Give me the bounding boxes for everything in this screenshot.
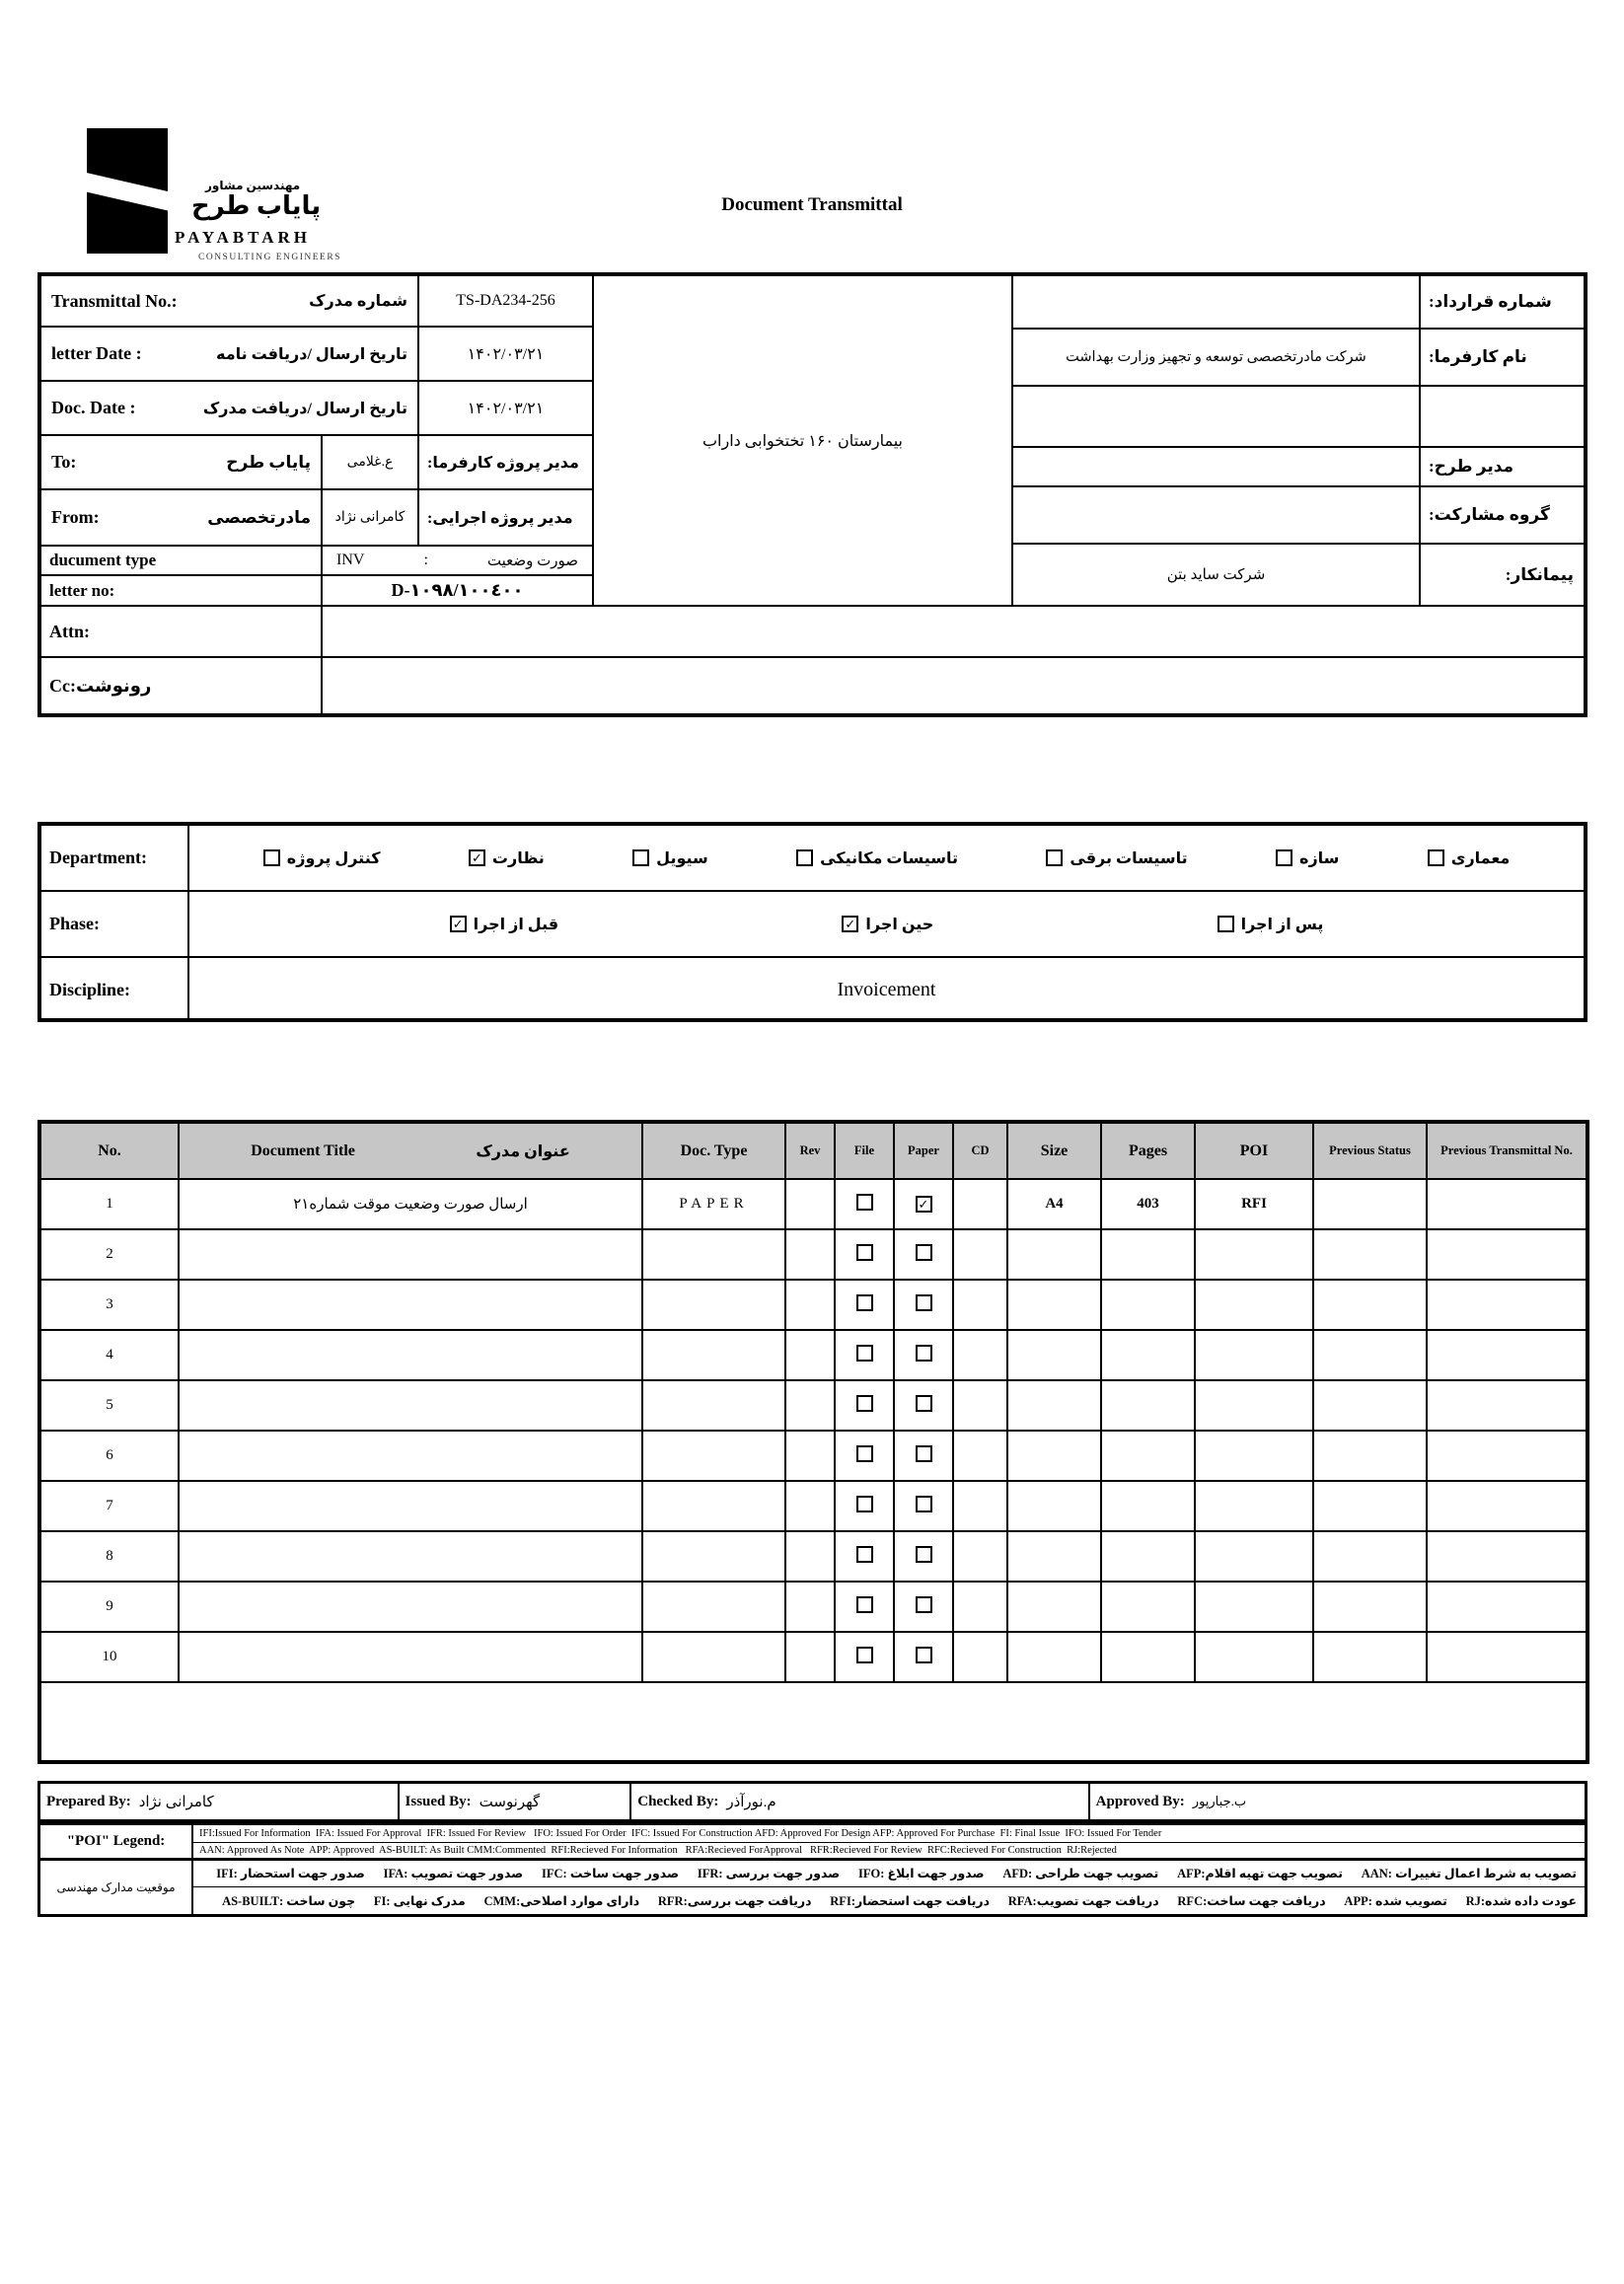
paper-checkbox[interactable] [916,1546,932,1563]
prepared-by-name: کامرانی نژاد [138,1794,214,1810]
item-prev-transmittal [1427,1481,1587,1531]
approved-by-label: Approved By: [1095,1793,1185,1809]
item-doc-type [642,1380,785,1431]
item-row-5 [40,1380,1587,1431]
item-cd [953,1330,1007,1380]
phase-option-after-execution [1218,915,1324,934]
department-options [189,826,1584,892]
from-row [41,490,323,547]
page-title: Document Transmittal [721,194,903,215]
project-name: بیمارستان ۱۶۰ تختخوابی داراب [594,276,1013,607]
item-prev-status [1313,1179,1427,1229]
item-prev-transmittal [1427,1380,1587,1431]
to-role: مدیر پروژه کارفرما: [419,436,594,490]
from-label: From: [51,507,100,527]
col-header-title [179,1123,642,1179]
department-label-cell [41,826,189,892]
design-manager-value [1013,448,1421,487]
option-label: سیویل [656,849,708,867]
item-paper [894,1481,953,1531]
item-prev-transmittal [1427,1280,1587,1330]
paper-checkbox[interactable] [916,1647,932,1663]
letter-date-label-fa: تاریخ ارسال /دریافت نامه [215,345,407,363]
empty-right-value [1013,387,1421,448]
mechanical-checkbox[interactable] [796,849,813,866]
item-file [835,1229,894,1280]
item-pages [1101,1330,1195,1380]
col-header-rev: Rev [785,1123,835,1179]
doc-date-label [41,382,419,436]
file-checkbox[interactable] [856,1596,873,1613]
poi-legend-line1: IFI:Issued For Information IFA: Issued For Approval IFR: Issued For Review IFO: Issued For Order IFC: Issued For Construction AFD: Approved For Design AFP: Approved For Purchase FI: Final Issue IFO: Issued For Tender [193,1825,1585,1843]
item-no: 6 [40,1431,179,1481]
checked-by-name: م.نورآذر [726,1794,776,1810]
option-label: کنترل پروژه [286,849,381,867]
logo-fa-small: مهندسین مشاور [205,179,301,192]
item-file [835,1582,894,1632]
letter-date-value: ۱۴۰۲/۰۳/۲۱ [419,328,594,382]
to-person: ع.غلامی [323,436,419,490]
issued-by-name: گهرنوست [479,1794,541,1810]
to-row [41,436,323,490]
client-value: شرکت مادرتخصصی توسعه و تجهیز وزارت بهداشت [1013,330,1421,387]
item-cd [953,1179,1007,1229]
paper-checkbox[interactable] [916,1294,932,1311]
doc-type-label: ducument type [49,551,157,569]
contractor-value: شرکت ساید بتن [1013,545,1421,607]
discipline-value: Invoicement [837,979,936,1000]
item-file [835,1380,894,1431]
fa-legend-line2: عودت داده شده:RJ تصویب شده :APP دریافت جهت ساخت:RFC دریافت جهت تصویب:RFA دریافت جهت استحضار:RFI دریافت جهت بررسی:RFR دارای موارد اصلاحی:CMM مدرک نهایی :FI چون ساخت :AS-BUILT [222,1893,1577,1908]
item-size [1007,1229,1101,1280]
item-paper [894,1582,953,1632]
item-row-4 [40,1330,1587,1380]
to-value-fa: پایاب طرح [226,452,311,472]
option-label: قبل از اجرا [473,916,559,933]
item-row-6 [40,1431,1587,1481]
attn-row [41,607,323,658]
approved-by-cell [1090,1784,1585,1819]
item-title [179,1280,642,1330]
item-file [835,1330,894,1380]
electrical-checkbox[interactable] [1046,849,1063,866]
item-size: A4 [1007,1179,1101,1229]
item-rev [785,1431,835,1481]
item-cd [953,1380,1007,1431]
item-no: 9 [40,1582,179,1632]
issued-by-cell [400,1784,632,1819]
item-title [179,1632,642,1682]
item-paper [894,1531,953,1582]
supervision-checkbox[interactable]: ✓ [469,849,485,866]
notes-spacer-row [40,1682,1587,1761]
item-cd [953,1229,1007,1280]
fa-legend-label: موقعیت مدارک مهندسی [40,1861,193,1914]
col-header-cd: CD [953,1123,1007,1179]
letter-no-row [41,576,323,607]
doc-type-value-fa: صورت وضعیت [486,553,578,569]
contract-no-value [1013,276,1421,330]
col-header-size: Size [1007,1123,1101,1179]
item-poi [1195,1481,1313,1531]
item-row-10 [40,1632,1587,1682]
file-checkbox[interactable] [856,1395,873,1412]
item-cd [953,1531,1007,1582]
department-option-electrical [1046,848,1187,868]
transmittal-no-label-fa: شماره مدرک [309,293,407,310]
discipline-label: Discipline: [49,980,131,999]
item-poi: RFI [1195,1179,1313,1229]
item-cd [953,1481,1007,1531]
item-no: 10 [40,1632,179,1682]
item-poi [1195,1280,1313,1330]
item-title [179,1531,642,1582]
legend-table [37,1822,1587,1917]
attn-value [323,607,1584,658]
paper-checkbox[interactable] [916,1395,932,1412]
item-pages [1101,1632,1195,1682]
from-value-fa: مادرتخصصی [207,507,311,527]
item-poi [1195,1431,1313,1481]
doc-date-label-en: Doc. Date : [51,398,136,417]
items-table [39,1122,1587,1762]
item-file [835,1632,894,1682]
paper-checkbox[interactable] [916,1445,932,1462]
item-pages [1101,1431,1195,1481]
item-rev [785,1582,835,1632]
item-cd [953,1280,1007,1330]
item-row-8 [40,1531,1587,1582]
letter-no-value: D-۱۰۹۸/۱۰۰٤۰۰ [323,576,594,607]
item-prev-status [1313,1481,1427,1531]
item-doc-type [642,1632,785,1682]
item-rev [785,1481,835,1531]
file-checkbox[interactable] [856,1496,873,1512]
cc-row [41,658,323,713]
structure-checkbox[interactable] [1276,849,1292,866]
paper-checkbox[interactable] [916,1345,932,1362]
partnership-value [1013,487,1421,545]
department-label: Department: [49,847,147,867]
poi-legend-line2: AAN: Approved As Note APP: Approved AS-BUILT: As Built CMM:Commented RFI:Recieved For Information RFA:Recieved ForApproval RFR:Recieved For Review RFC:Recieved For Construction RJ:Rejected [193,1843,1585,1861]
doc-type-value [323,547,594,576]
item-prev-status [1313,1632,1427,1682]
item-size [1007,1431,1101,1481]
paper-checkbox[interactable]: ✓ [916,1196,932,1213]
item-rev [785,1330,835,1380]
item-prev-transmittal [1427,1531,1587,1582]
doc-type-colon: : [423,552,428,568]
item-doc-type [642,1582,785,1632]
paper-checkbox[interactable] [916,1496,932,1512]
item-pages [1101,1582,1195,1632]
item-prev-status [1313,1280,1427,1330]
department-option-supervision [469,848,545,868]
logo-fa-big: پایاب طرح [191,191,322,220]
item-pages [1101,1481,1195,1531]
notes-area [40,1682,1587,1761]
doc-type-row [41,547,323,576]
letter-date-label [41,328,419,382]
option-label: معماری [1450,849,1511,867]
during-execution-checkbox[interactable]: ✓ [842,916,858,932]
col-header-file: File [835,1123,894,1179]
item-paper [894,1179,953,1229]
logo-subtitle: CONSULTING ENGINEERS [198,253,341,262]
poi-legend-label: "POI" Legend: [40,1825,193,1861]
item-size [1007,1280,1101,1330]
to-label: To: [51,452,77,472]
phase-label-cell [41,892,189,958]
option-label: حین اجرا [865,916,934,933]
item-pages [1101,1229,1195,1280]
doc-date-value: ۱۴۰۲/۰۳/۲۱ [419,382,594,436]
phase-label: Phase: [49,914,100,933]
col-header-no: No. [40,1123,179,1179]
item-row-1 [40,1179,1587,1229]
item-file [835,1179,894,1229]
attn-label: Attn: [49,621,90,641]
item-size [1007,1531,1101,1582]
fa-legend-line1: تصویب به شرط اعمال تغییرات :AAN تصویب جهت تهیه اقلام:AFP تصویب جهت طراحی :AFD صدور جهت ابلاغ :IFO صدور جهت بررسی :IFR صدور جهت ساخت :IFC صدور جهت تصویب :IFA صدور جهت استحضار :IFI [193,1861,1585,1887]
option-label: پس از اجرا [1240,916,1324,933]
department-option-civil [632,848,708,868]
prepared-by-label: Prepared By: [46,1793,131,1809]
item-row-3 [40,1280,1587,1330]
item-pages [1101,1280,1195,1330]
item-doc-type [642,1431,785,1481]
issued-by-label: Issued By: [405,1793,472,1809]
discipline-label-cell [41,958,189,1022]
file-checkbox[interactable] [856,1445,873,1462]
item-prev-transmittal [1427,1229,1587,1280]
item-prev-transmittal [1427,1179,1587,1229]
item-poi [1195,1330,1313,1380]
item-rev [785,1229,835,1280]
item-rev [785,1179,835,1229]
item-row-9 [40,1582,1587,1632]
transmittal-no-label [41,276,419,328]
item-row-2 [40,1229,1587,1280]
prepared-by-cell [40,1784,400,1819]
item-poi [1195,1632,1313,1682]
file-checkbox[interactable] [856,1244,873,1261]
item-paper [894,1280,953,1330]
item-file [835,1431,894,1481]
item-no: 5 [40,1380,179,1431]
item-poi [1195,1582,1313,1632]
item-rev [785,1280,835,1330]
info-table [37,272,1587,717]
file-checkbox[interactable] [856,1194,873,1211]
items-table-wrap [37,1120,1589,1764]
item-prev-transmittal [1427,1582,1587,1632]
paper-checkbox[interactable] [916,1244,932,1261]
items-header-row [40,1123,1587,1179]
item-title [179,1229,642,1280]
option-label: تاسیسات برقی [1070,849,1188,867]
partnership-label: گروه مشارکت: [1421,487,1584,545]
item-no: 3 [40,1280,179,1330]
item-title [179,1330,642,1380]
option-label: سازه [1299,849,1340,867]
item-paper [894,1330,953,1380]
option-label: تاسیسات مکانیکی [820,849,959,867]
item-doc-type [642,1330,785,1380]
from-role: مدیر پروژه اجرایی: [419,490,594,547]
item-paper [894,1431,953,1481]
item-prev-transmittal [1427,1632,1587,1682]
col-header-paper: Paper [894,1123,953,1179]
item-doc-type [642,1481,785,1531]
cc-label: Cc:رونوشت [49,675,152,696]
cc-value [323,658,1584,713]
transmittal-no-label-en: Transmittal No.: [51,290,178,311]
architecture-checkbox[interactable] [1428,849,1444,866]
item-poi [1195,1380,1313,1431]
item-file [835,1531,894,1582]
item-file [835,1481,894,1531]
col-header-poi: POI [1195,1123,1313,1179]
item-paper [894,1229,953,1280]
col-header-title-en: Document Title [251,1142,355,1159]
item-rev [785,1380,835,1431]
item-rev [785,1531,835,1582]
item-no: 7 [40,1481,179,1531]
item-prev-status [1313,1431,1427,1481]
item-prev-transmittal [1427,1431,1587,1481]
design-manager-label: مدیر طرح: [1421,448,1584,487]
phase-option-during-execution [842,915,933,934]
item-title [179,1431,642,1481]
item-title: ارسال صورت وضعیت موقت شماره۲۱ [179,1179,642,1229]
item-title [179,1582,642,1632]
item-prev-status [1313,1330,1427,1380]
item-pages: 403 [1101,1179,1195,1229]
letter-no-label: letter no: [49,580,115,600]
col-header-doc-type: Doc. Type [642,1123,785,1179]
contract-no-label: شماره قرارداد: [1421,276,1584,330]
from-person: کامرانی نژاد [323,490,419,547]
item-rev [785,1632,835,1682]
checked-by-cell [631,1784,1089,1819]
item-no: 2 [40,1229,179,1280]
item-row-7 [40,1481,1587,1531]
doc-date-label-fa: تاریخ ارسال /دریافت مدرک [202,400,407,417]
item-paper [894,1632,953,1682]
item-prev-status [1313,1380,1427,1431]
signature-row [37,1781,1587,1822]
logo-latin: PAYABTARH [175,228,312,247]
paper-checkbox[interactable] [916,1596,932,1613]
after-execution-checkbox[interactable] [1218,916,1234,932]
item-poi [1195,1229,1313,1280]
company-logo [87,128,168,254]
item-cd [953,1632,1007,1682]
item-doc-type [642,1229,785,1280]
item-size [1007,1582,1101,1632]
item-prev-status [1313,1229,1427,1280]
item-poi [1195,1531,1313,1582]
file-checkbox[interactable] [856,1647,873,1663]
item-file [835,1280,894,1330]
letter-date-label-en: letter Date : [51,343,142,363]
col-header-pages: Pages [1101,1123,1195,1179]
item-doc-type [642,1531,785,1582]
item-pages [1101,1380,1195,1431]
item-size [1007,1330,1101,1380]
item-cd [953,1431,1007,1481]
client-label: نام کارفرما: [1421,330,1584,387]
doc-type-value-en: INV [336,552,365,568]
item-prev-status [1313,1531,1427,1582]
department-table [37,822,1587,1022]
item-prev-transmittal [1427,1330,1587,1380]
transmittal-no-value: TS-DA234-256 [419,276,594,328]
before-execution-checkbox[interactable]: ✓ [450,916,467,932]
department-option-project-control [263,848,381,868]
checked-by-label: Checked By: [637,1793,719,1809]
item-title [179,1380,642,1431]
item-pages [1101,1531,1195,1582]
phase-option-before-execution [450,915,558,934]
col-header-title-fa: عنوان مدرک [476,1142,570,1160]
phase-options [189,892,1584,958]
item-title [179,1481,642,1531]
approved-by-name: ب.جبارپور [1192,1794,1247,1808]
civil-checkbox[interactable] [632,849,649,866]
file-checkbox[interactable] [856,1294,873,1311]
item-no: 1 [40,1179,179,1229]
option-label: نظارت [491,849,545,867]
col-header-prev-transmittal: Previous Transmittal No. [1427,1123,1587,1179]
department-option-mechanical [796,848,958,868]
file-checkbox[interactable] [856,1345,873,1362]
project-control-checkbox[interactable] [263,849,280,866]
item-cd [953,1582,1007,1632]
item-no: 8 [40,1531,179,1582]
item-paper [894,1380,953,1431]
item-size [1007,1481,1101,1531]
contractor-label: پیمانکار: [1421,545,1584,607]
item-prev-status [1313,1582,1427,1632]
item-no: 4 [40,1330,179,1380]
department-option-structure [1276,848,1339,868]
file-checkbox[interactable] [856,1546,873,1563]
department-option-architecture [1428,848,1511,868]
item-size [1007,1632,1101,1682]
item-doc-type [642,1280,785,1330]
item-size [1007,1380,1101,1431]
empty-right-label [1421,387,1584,448]
item-doc-type: PAPER [642,1179,785,1229]
col-header-prev-status: Previous Status [1313,1123,1427,1179]
